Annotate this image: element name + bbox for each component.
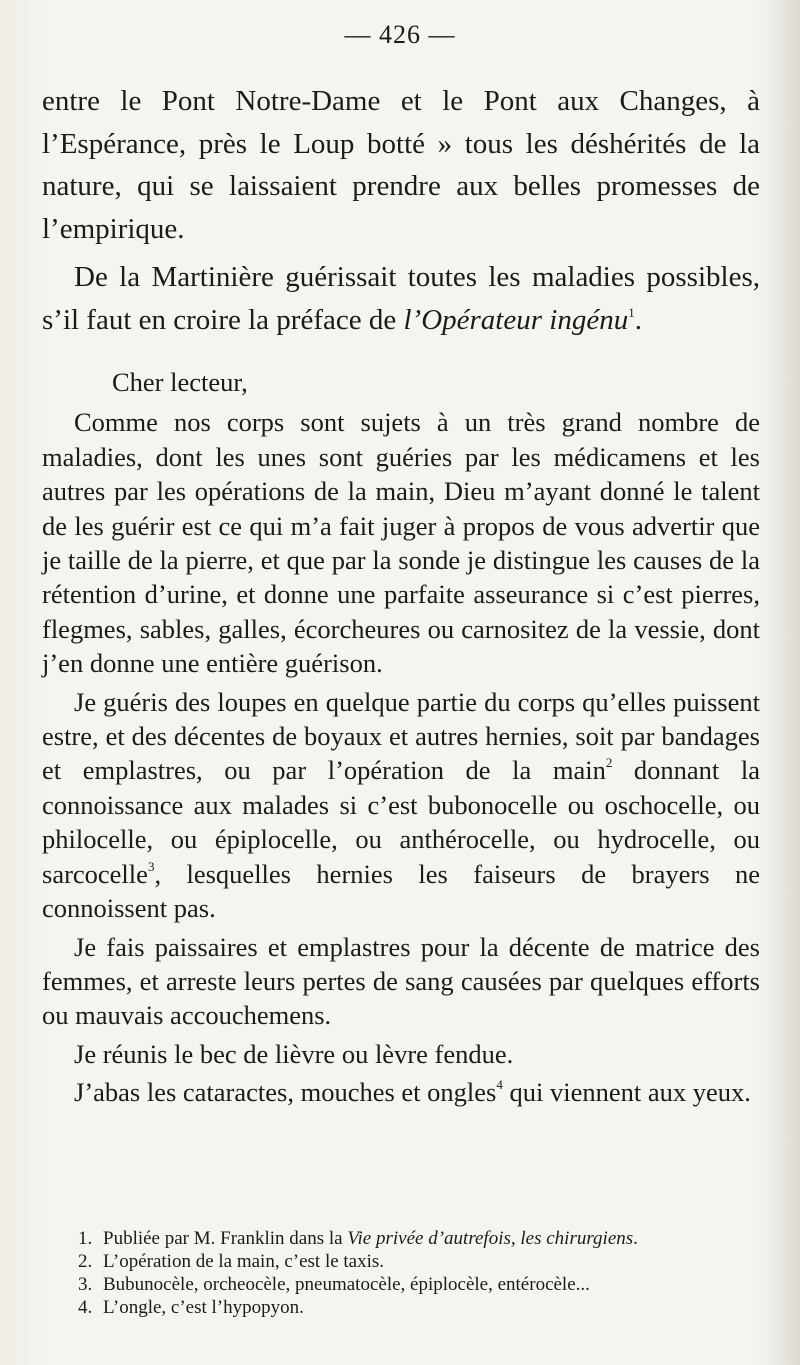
footnote-1-text-a: Publiée par M. Franklin dans la xyxy=(103,1228,348,1249)
intro-paragraph-2-end: . xyxy=(634,303,642,336)
letter-paragraph-5-a: J’abas les cataractes, mouches et ongles xyxy=(74,1077,497,1108)
footnote-2 xyxy=(78,1250,768,1273)
letter-paragraph-2-a: Je guéris des loupes en quelque partie du corps qu’elles puissent estre, et des décentes de boyaux et autres hernies, soit par bandages et emplastres, ou par l’opération de la main xyxy=(42,686,760,786)
intro-paragraph-1 xyxy=(42,80,760,250)
footnote-4-number: 4. xyxy=(78,1297,93,1318)
page-body xyxy=(42,80,760,1110)
page-edge-shadow xyxy=(770,0,800,1365)
book-title-italic: l’Opérateur ingénu xyxy=(403,303,629,336)
footnote-2-text: L’opération de la main, c’est le taxis. xyxy=(103,1251,385,1272)
footnote-2-number: 2. xyxy=(78,1251,93,1272)
footnote-3-number: 3. xyxy=(78,1274,93,1295)
footnote-1 xyxy=(78,1227,768,1250)
page-number: — 426 — xyxy=(344,20,456,49)
footnote-4-text: L’ongle, c’est l’hypopyon. xyxy=(103,1297,304,1318)
letter-salutation: Cher lecteur, xyxy=(112,367,248,397)
footnote-ref-2: 2 xyxy=(605,755,613,771)
footnote-ref-3: 3 xyxy=(147,858,155,874)
footnote-1-text-b: . xyxy=(633,1228,638,1249)
intro-paragraph-2 xyxy=(42,256,760,341)
letter-paragraph-5 xyxy=(42,1075,760,1109)
intro-paragraph-1-text: entre le Pont Notre-Dame et le Pont aux Changes, à l’Espérance, près le Loup botté » tous les déshérités de la nature, qui se laissaient prendre aux belles promesses de l’empirique. xyxy=(42,85,760,245)
letter-paragraph-3: Je fais paissaires et emplastres pour la décente de matrice des femmes, et arreste leurs pertes de sang causées par quelques efforts ou mauvais accouchemens. xyxy=(42,931,760,1031)
letter-paragraph-1: Comme nos corps sont sujets à un très grand nombre de maladies, dont les unes sont guéries par les médicamens et les autres par les opérations de la main, Dieu m’ayant donné le talent de les guérir est ce qui m’a fait juger à propos de vous advertir que je taille de la pierre, et que par la sonde je distingue les causes de la rétention d’urine, et donne une parfaite asseurance si c’est pierres, flegmes, sables, galles, écorcheures ou carnositez de la vessie, dont j’en donne une entière guérison. xyxy=(42,407,760,679)
footnote-4 xyxy=(78,1296,768,1319)
footnotes xyxy=(78,1227,768,1319)
footnote-3 xyxy=(78,1273,768,1296)
letter-paragraph-2-b: donnant la connoissance aux malades si c’est bubonocelle ou oschocelle, ou philocelle, ou épiplocelle, ou anthérocelle, ou hydrocelle, ou sarcocelle xyxy=(42,755,760,889)
letter-paragraph-5-b: qui viennent aux yeux. xyxy=(502,1077,751,1108)
footnote-ref-4: 4 xyxy=(496,1077,503,1093)
footnote-1-text xyxy=(103,1227,768,1250)
footnote-3-text: Bubunocèle, orcheocèle, pneumatocèle, épiplocèle, entérocèle... xyxy=(103,1274,590,1295)
letter-paragraph-4: Je réunis le bec de lièvre ou lèvre fendue. xyxy=(74,1038,514,1069)
footnote-1-number: 1. xyxy=(78,1228,93,1249)
letter-paragraph-2-c: , lesquelles hernies les faiseurs de brayers ne connoissent pas. xyxy=(42,858,760,924)
footnote-1-italic: Vie privée d’autrefois, les chirurgiens xyxy=(347,1228,634,1249)
footnote-ref-1: 1 xyxy=(628,304,635,320)
letter-paragraph-2 xyxy=(42,685,760,926)
intro-paragraph-2-text: De la Martinière guérissait toutes les maladies possibles, s’il faut en croire la préface de xyxy=(42,261,760,336)
